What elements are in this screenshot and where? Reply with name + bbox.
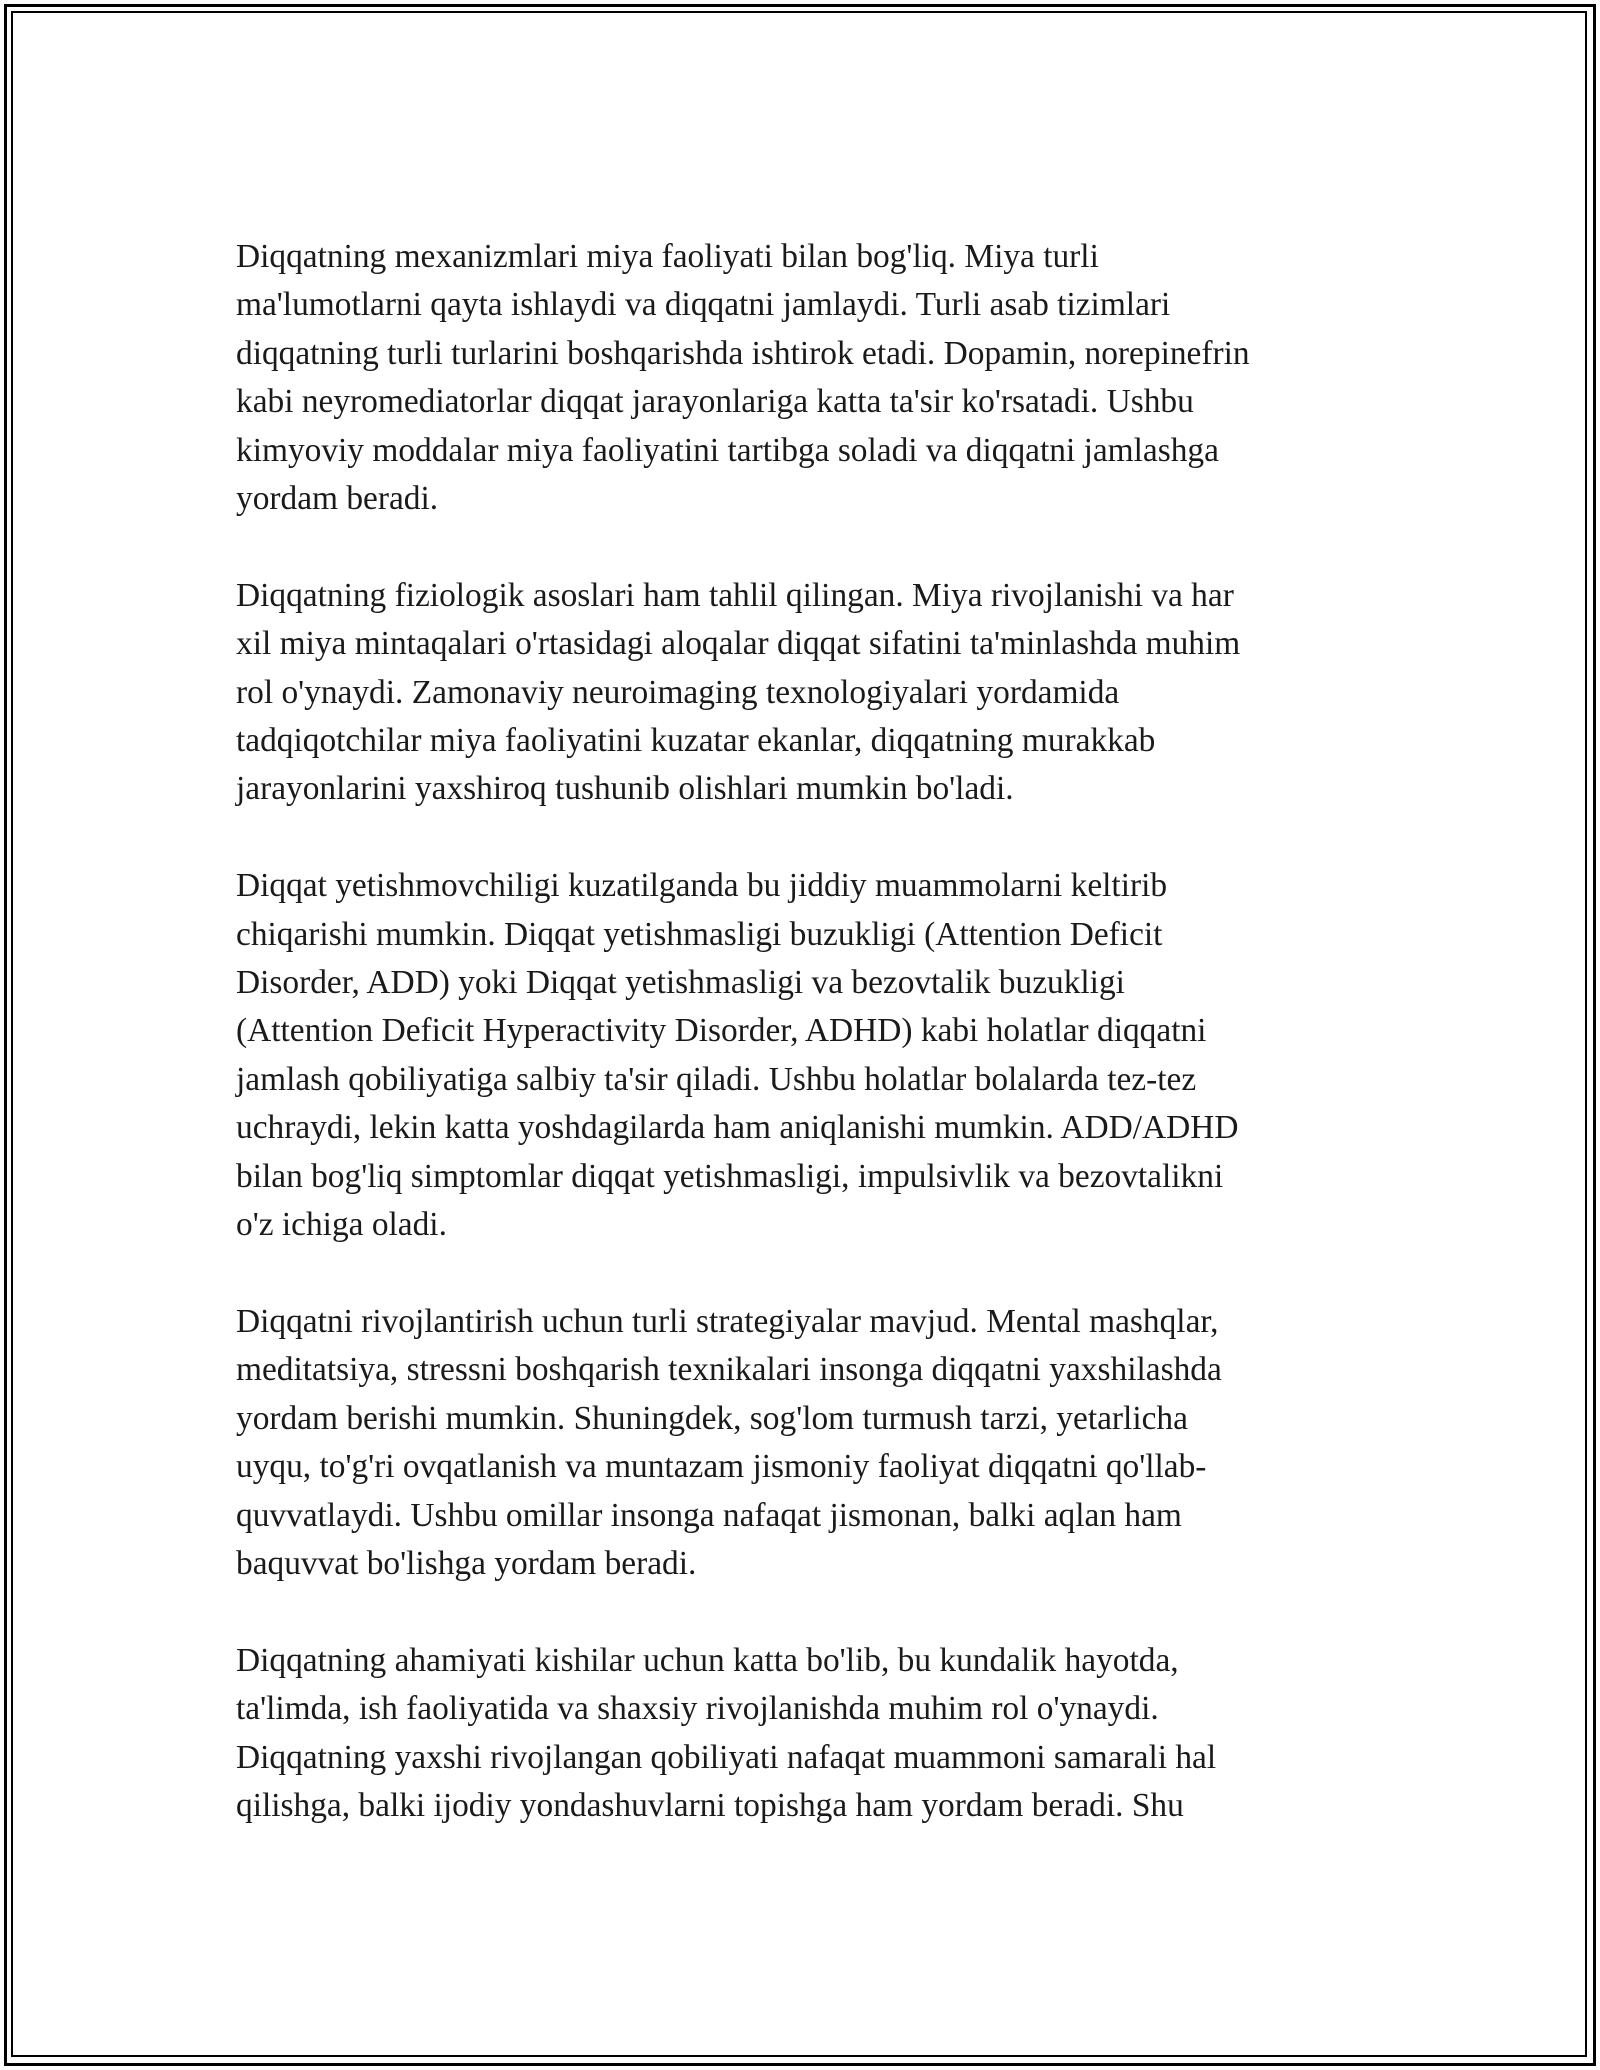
- text-line: Diqqatning yaxshi rivojlangan qobiliyati nafaqat muammoni samarali hal: [236, 1738, 1217, 1776]
- text-line: quvvatlaydi. Ushbu omillar insonga nafaqat jismonan, balki aqlan ham: [236, 1496, 1182, 1534]
- text-line: ta'limda, ish faoliyatida va shaxsiy rivojlanishda muhim rol o'ynaydi.: [236, 1690, 1159, 1728]
- text-line: Diqqatning fiziologik asoslari ham tahlil qilingan. Miya rivojlanishi va har: [236, 576, 1234, 614]
- text-line: Diqqatning mexanizmlari miya faoliyati bilan bog'liq. Miya turli: [236, 238, 1099, 275]
- text-line: baquvvat bo'lishga yordam beradi.: [236, 1544, 697, 1582]
- text-line: jamlash qobiliyatiga salbiy ta'sir qiladi. Ushbu holatlar bolalarda tez-tez: [236, 1060, 1197, 1098]
- paragraph-physiological-basis: [236, 572, 1366, 814]
- text-line: yordam beradi.: [236, 480, 439, 518]
- text-line: Disorder, ADD) yoki Diqqat yetishmasligi va bezovtalik buzukligi: [236, 964, 1125, 1002]
- text-line: kimyoviy moddalar miya faoliyatini tartibga soladi va diqqatni jamlashga: [236, 431, 1219, 469]
- text-line: rol o'ynaydi. Zamonaviy neuroimaging texnologiyalari yordamida: [236, 673, 1120, 711]
- paragraph-attention-mechanisms: [236, 233, 1366, 523]
- text-line: jarayonlarini yaxshiroq tushunib olishlari mumkin bo'ladi.: [236, 770, 1014, 808]
- text-line: o'z ichiga oladi.: [236, 1206, 447, 1244]
- text-line: uchraydi, lekin katta yoshdagilarda ham aniqlanishi mumkin. ADD/ADHD: [236, 1109, 1239, 1147]
- text-line: (Attention Deficit Hyperactivity Disorder, ADHD) kabi holatlar diqqatni: [236, 1012, 1207, 1050]
- text-line: Diqqatni rivojlantirish uchun turli strategiyalar mavjud. Mental mashqlar,: [236, 1302, 1219, 1340]
- paragraph-importance: [236, 1637, 1366, 1831]
- text-line: meditatsiya, stressni boshqarish texnikalari insonga diqqatni yaxshilashda: [236, 1351, 1222, 1389]
- paragraph-development-strategies: [236, 1298, 1366, 1588]
- text-line: Diqqat yetishmovchiligi kuzatilganda bu jiddiy muammolarni keltirib: [236, 867, 1168, 905]
- text-line: bilan bog'liq simptomlar diqqat yetishmasligi, impulsivlik va bezovtalikni: [236, 1157, 1224, 1195]
- text-line: chiqarishi mumkin. Diqqat yetishmasligi buzukligi (Attention Deficit: [236, 915, 1163, 953]
- text-line: diqqatning turli turlarini boshqarishda ishtirok etadi. Dopamin, norepinefrin: [236, 334, 1250, 372]
- text-line: tadqiqotchilar miya faoliyatini kuzatar ekanlar, diqqatning murakkab: [236, 722, 1156, 760]
- text-line: xil miya mintaqalari o'rtasidagi aloqalar diqqat sifatini ta'minlashda muhim: [236, 625, 1241, 663]
- document-body: [236, 233, 1366, 1879]
- text-line: ma'lumotlarni qayta ishlaydi va diqqatni jamlaydi. Turli asab tizimlari: [236, 286, 1171, 324]
- text-line: qilishga, balki ijodiy yondashuvlarni topishga ham yordam beradi. Shu: [236, 1786, 1184, 1824]
- text-line: kabi neyromediatorlar diqqat jarayonlariga katta ta'sir ko'rsatadi. Ushbu: [236, 383, 1194, 421]
- paragraph-attention-deficit: [236, 862, 1366, 1249]
- text-line: Diqqatning ahamiyati kishilar uchun katta bo'lib, bu kundalik hayotda,: [236, 1641, 1179, 1679]
- text-line: yordam berishi mumkin. Shuningdek, sog'lom turmush tarzi, yetarlicha: [236, 1399, 1188, 1437]
- text-line: uyqu, to'g'ri ovqatlanish va muntazam jismoniy faoliyat diqqatni qo'llab-: [236, 1448, 1207, 1486]
